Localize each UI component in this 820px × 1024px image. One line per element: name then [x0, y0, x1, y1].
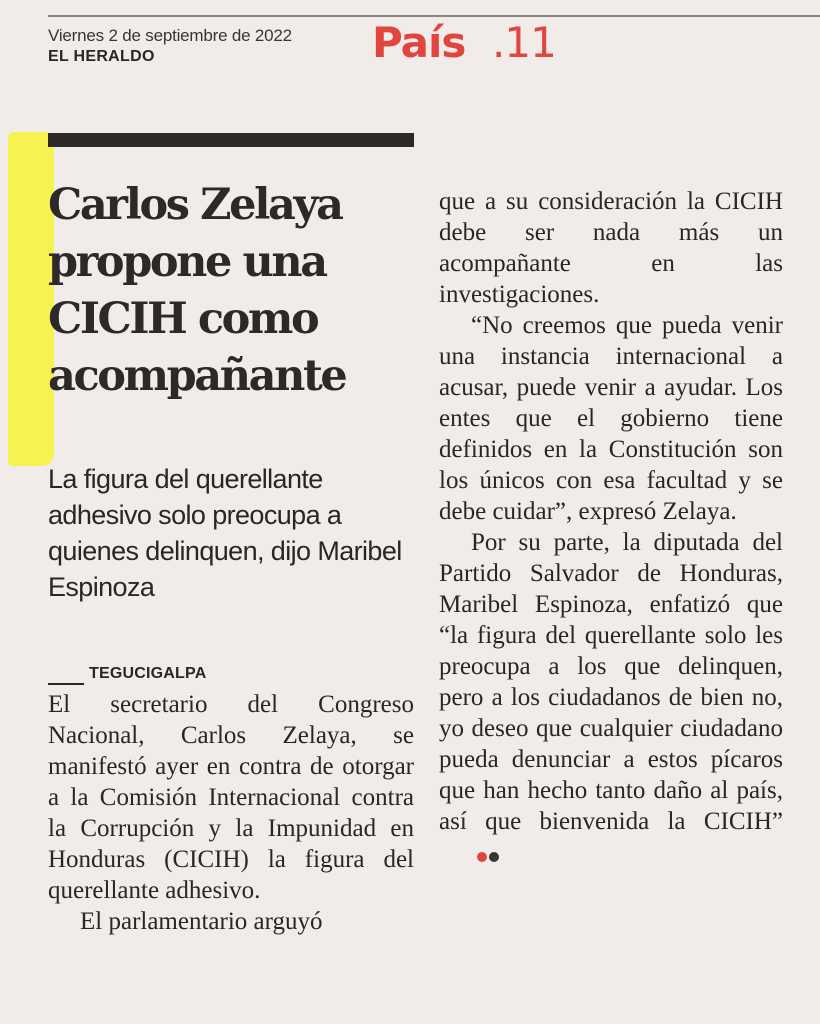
article-subhead: La figura del querellante adhesivo solo preocupa a quienes delinquen, dijo Maribel Espinoza [48, 464, 402, 602]
end-mark-icon [445, 839, 501, 870]
article-headline: Carlos Zelaya propone una CICIH como acompañante [48, 180, 346, 401]
dateline-rule [48, 683, 84, 685]
top-rule [48, 15, 820, 17]
article-paragraph-text: Por su parte, la diputada del Partido Salvador de Honduras, Maribel Espinoza, enfatizó que “la figura del querellante solo les preocupa a los que delinquen, pero a los ciudadanos de bien no, yo deseo que cualquier ciudadano pueda denunciar a estos pícaros que han hecho tanto daño al país, así que bienvenida la CICIH” [439, 529, 783, 835]
dateline: TEGUCIGALPA [89, 665, 207, 682]
article-column-1 [48, 689, 414, 937]
article-paragraph: que a su consideración la CICIH debe ser nada más un acompañante en las investigaciones. [439, 188, 783, 308]
page-number: .11 [492, 18, 556, 67]
article-column-2 [439, 186, 783, 870]
issue-date: Viernes 2 de septiembre de 2022 [48, 26, 292, 45]
headline-bar [48, 133, 414, 147]
article-paragraph: El parlamentario arguyó [80, 908, 323, 935]
newspaper-name: EL HERALDO [48, 48, 155, 65]
article-paragraph: “No creemos que pueda venir una instancia internacional a acusar, puede venir a ayudar. Los entes que el gobierno tiene definidos en la Constitución son los únicos con esa facultad y se debe cuidar”, expresó Zelaya. [439, 312, 783, 525]
article-paragraph: El secretario del Congreso Nacional, Carlos Zelaya, se manifestó ayer en contra de otorgar a la Comisión Internacional contra la Corrupción y la Impunidad en Honduras (CICIH) la figura del querellante adhesivo. [48, 691, 414, 904]
article-paragraph-last [439, 527, 783, 870]
section-title: País [372, 18, 466, 67]
